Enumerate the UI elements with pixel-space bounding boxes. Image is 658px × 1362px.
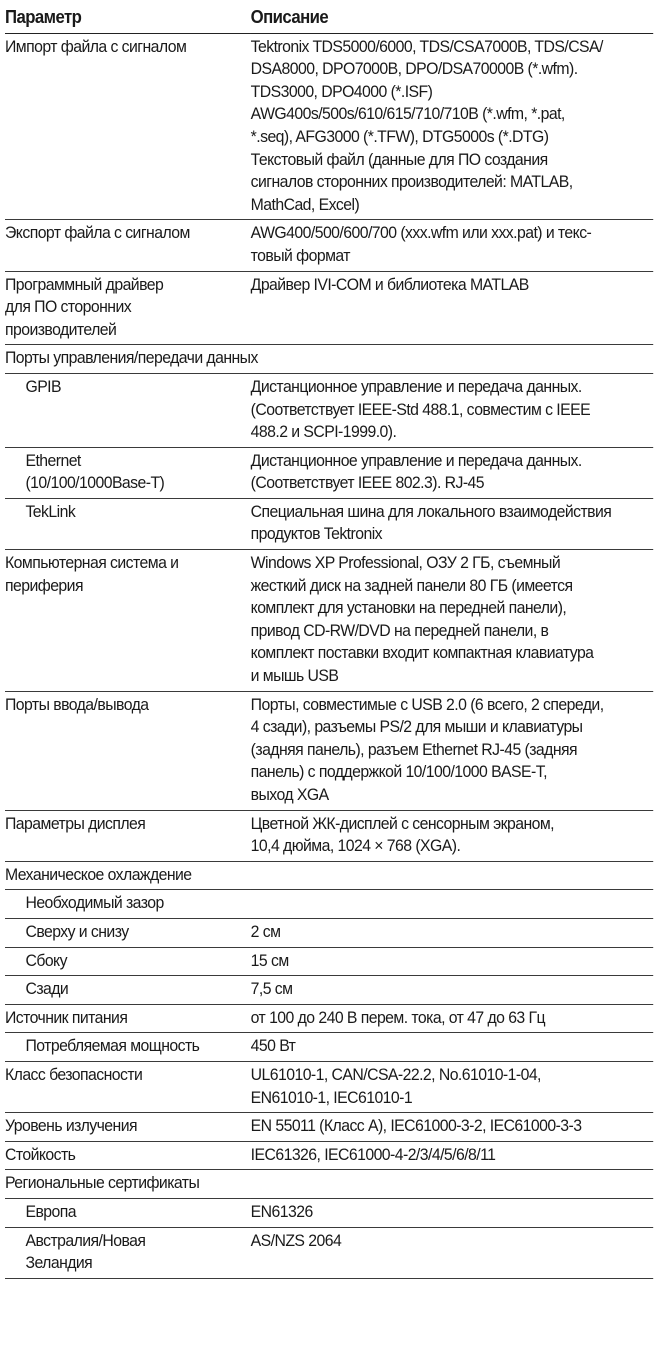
param-cell: Импорт файла с сигналом (5, 33, 251, 220)
param-cell: Европа (5, 1198, 251, 1227)
param-cell: Источник питания (5, 1004, 251, 1033)
desc-cell (251, 947, 654, 976)
param-cell: Сзади (5, 976, 251, 1005)
table-row (5, 947, 653, 976)
table-group-row (5, 890, 653, 919)
table-row (5, 976, 653, 1005)
param-cell: Потребляемая мощность (5, 1033, 251, 1062)
param-line: производителей (5, 319, 117, 339)
table-group-row (5, 861, 653, 890)
table-group-row (5, 1170, 653, 1199)
desc-cell (251, 373, 654, 447)
desc-line: TDS3000, DPO4000 (*.ISF) (250, 81, 433, 101)
desc-line: Специальная шина для локального взаимодействия (250, 501, 612, 521)
table-row (5, 271, 653, 345)
table-row (5, 1033, 653, 1062)
table-row (5, 1141, 653, 1170)
desc-line: комплект для установки на передней панели), (250, 598, 567, 618)
param-cell: Сбоку (5, 947, 251, 976)
desc-cell (251, 1113, 654, 1142)
desc-line: Порты, совместимые с USB 2.0 (6 всего, 2 спереди, (250, 694, 604, 714)
desc-line: Текстовый файл (данные для ПО создания (250, 149, 548, 169)
desc-line: панель) с поддержкой 10/100/1000 BASE-T, (250, 762, 547, 782)
param-cell: GPIB (5, 373, 251, 447)
desc-cell (251, 220, 654, 271)
group-label: Механическое охлаждение (5, 861, 653, 890)
table-row (5, 1113, 653, 1142)
param-cell (5, 447, 251, 498)
table-row (5, 550, 653, 692)
table-header-row (5, 2, 653, 33)
table-row (5, 33, 653, 220)
desc-line: DSA8000, DPO7000B, DPO/DSA70000B (*.wfm). (250, 59, 578, 79)
desc-line: AS/NZS 2064 (250, 1230, 342, 1250)
desc-line: от 100 до 240 В перем. тока, от 47 до 63 Гц (250, 1007, 545, 1027)
desc-line: Цветной ЖК-дисплей с сенсорным экраном, (250, 813, 555, 833)
table-row (5, 1198, 653, 1227)
desc-cell (251, 550, 654, 692)
param-line: Компьютерная система и (5, 553, 179, 573)
desc-cell (251, 498, 654, 549)
desc-line: Tektronix TDS5000/6000, TDS/CSA7000B, TDS/CSA/ (250, 36, 603, 56)
header-param: Параметр (5, 2, 251, 33)
desc-line: EN 55011 (Класс A), IEC61000-3-2, IEC61000-3-3 (250, 1116, 582, 1136)
param-line: (10/100/1000Base-T) (25, 473, 165, 493)
desc-line: AWG400s/500s/610/615/710/710B (*.wfm, *.pat, (250, 104, 565, 124)
desc-line: (Соответствует IEEE-Std 488.1, совместим с IEEE (250, 399, 591, 419)
desc-cell (251, 1061, 654, 1112)
param-cell: Экспорт файла с сигналом (5, 220, 251, 271)
param-line: Программный драйвер (5, 274, 164, 294)
desc-line: 2 см (250, 921, 281, 941)
table-row (5, 918, 653, 947)
param-cell: Уровень излучения (5, 1113, 251, 1142)
param-cell: Сверху и снизу (5, 918, 251, 947)
desc-line: Дистанционное управление и передача данных. (250, 376, 582, 396)
desc-line: 15 см (250, 950, 289, 970)
desc-line: UL61010-1, CAN/CSA-22.2, No.61010-1-04, (250, 1064, 541, 1084)
desc-line: товый формат (250, 245, 350, 265)
table-row (5, 1004, 653, 1033)
param-cell: Параметры дисплея (5, 810, 251, 861)
desc-line: и мышь USB (250, 666, 339, 686)
desc-line: AWG400/500/600/700 (xxx.wfm или xxx.pat) и текс- (250, 223, 592, 243)
param-cell: Класс безопасности (5, 1061, 251, 1112)
desc-cell (251, 918, 654, 947)
param-cell (5, 271, 251, 345)
desc-cell (251, 1198, 654, 1227)
desc-line: 7,5 см (250, 979, 293, 999)
desc-line: сигналов сторонних производителей: MATLAB, (250, 172, 573, 192)
spec-table (5, 2, 653, 1279)
desc-cell (251, 447, 654, 498)
desc-line: жесткий диск на задней панели 80 ГБ (имеется (250, 575, 573, 595)
desc-line: 450 Вт (250, 1036, 296, 1056)
desc-cell (251, 810, 654, 861)
desc-cell (251, 1004, 654, 1033)
desc-line: MathCad, Excel) (250, 194, 360, 214)
desc-line: IEC61326, IEC61000-4-2/3/4/5/6/8/11 (250, 1144, 496, 1164)
desc-line: (задняя панель), разъем Ethernet RJ-45 (задняя (250, 739, 578, 759)
table-row (5, 810, 653, 861)
desc-cell (251, 1033, 654, 1062)
header-desc: Описание (251, 2, 654, 33)
table-group-row (5, 345, 653, 374)
table-row (5, 498, 653, 549)
param-line: для ПО сторонних (5, 297, 132, 317)
desc-line: 488.2 и SCPI-1999.0). (250, 422, 397, 442)
table-row (5, 691, 653, 810)
desc-cell (251, 271, 654, 345)
desc-cell (251, 691, 654, 810)
desc-cell (251, 1227, 654, 1278)
desc-line: Windows XP Professional, ОЗУ 2 ГБ, съемный (250, 553, 561, 573)
param-line: периферия (5, 575, 83, 595)
table-row (5, 220, 653, 271)
param-cell (5, 1227, 251, 1278)
group-label: Необходимый зазор (5, 890, 653, 919)
desc-line: (Соответствует IEEE 802.3). RJ-45 (250, 473, 485, 493)
param-line: Австралия/Новая (25, 1230, 146, 1250)
desc-line: EN61326 (250, 1201, 313, 1221)
param-cell: TekLink (5, 498, 251, 549)
desc-line: 10,4 дюйма, 1024 × 768 (XGA). (250, 836, 461, 856)
table-row (5, 447, 653, 498)
desc-line: Дистанционное управление и передача данных. (250, 450, 582, 470)
desc-line: привод CD-RW/DVD на передней панели, в (250, 620, 549, 640)
desc-cell (251, 33, 654, 220)
table-row (5, 1227, 653, 1278)
param-cell: Стойкость (5, 1141, 251, 1170)
desc-cell (251, 976, 654, 1005)
table-body (5, 33, 653, 1278)
table-row (5, 1061, 653, 1112)
desc-line: комплект поставки входит компактная клавиатура (250, 643, 594, 663)
param-line: Зеландия (25, 1253, 93, 1273)
desc-line: выход XGA (250, 785, 329, 804)
param-line: Ethernet (25, 450, 81, 470)
desc-line: EN61010-1, IEC61010-1 (250, 1087, 413, 1107)
param-cell (5, 550, 251, 692)
table-row (5, 373, 653, 447)
param-cell: Порты ввода/вывода (5, 691, 251, 810)
group-label: Региональные сертификаты (5, 1170, 653, 1199)
desc-cell (251, 1141, 654, 1170)
desc-line: продуктов Tektronix (250, 524, 382, 544)
desc-line: Драйвер IVI-COM и библиотека MATLAB (250, 274, 529, 294)
group-label: Порты управления/передачи данных (5, 345, 653, 374)
desc-line: *.seq), AFG3000 (*.TFW), DTG5000s (*.DTG) (250, 126, 549, 146)
desc-line: 4 сзади), разъемы PS/2 для мыши и клавиатуры (250, 717, 583, 737)
